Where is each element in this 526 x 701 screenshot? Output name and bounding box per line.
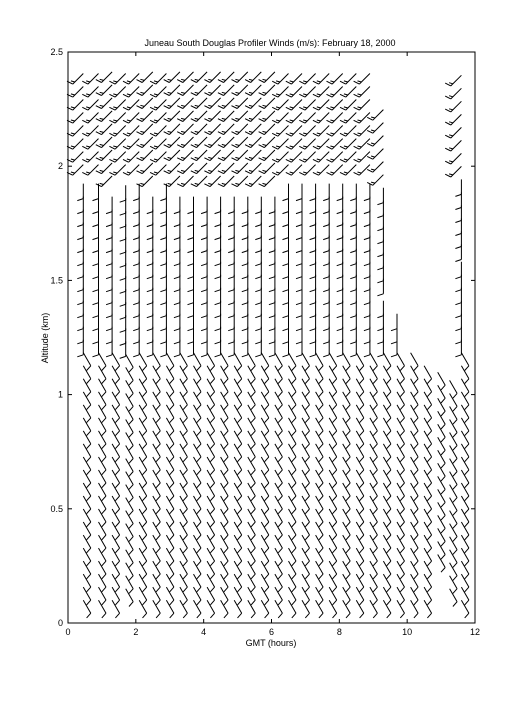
wind-barb <box>93 184 99 201</box>
wind-barb <box>391 314 397 331</box>
wind-barb <box>299 152 315 163</box>
wind-barb <box>204 85 220 96</box>
wind-barb <box>109 74 125 85</box>
wind-barb <box>96 176 112 187</box>
wind-barb <box>397 600 405 618</box>
wind-barb <box>82 139 98 150</box>
wind-barb <box>438 555 446 573</box>
wind-barb <box>232 98 248 109</box>
chart-title: Juneau South Douglas Profiler Winds (m/s): February 18, 2000 <box>144 38 396 48</box>
wind-barb <box>370 600 378 618</box>
wind-barb <box>286 87 302 98</box>
wind-barb <box>177 111 193 122</box>
wind-barb <box>337 184 343 201</box>
wind-barb <box>340 152 356 163</box>
wind-barb <box>232 72 248 83</box>
wind-barb <box>204 176 220 187</box>
wind-barb <box>445 88 461 99</box>
wind-barb <box>340 74 356 85</box>
wind-barb <box>327 100 343 111</box>
wind-barb <box>191 111 207 122</box>
wind-barb <box>367 136 383 147</box>
wind-barb <box>112 600 120 618</box>
wind-barb <box>204 111 220 122</box>
y-tick-label: 0 <box>57 618 63 628</box>
wind-barb <box>367 123 383 134</box>
wind-barb <box>340 87 356 98</box>
wind-barb <box>204 163 220 174</box>
wind-barb <box>153 600 161 618</box>
wind-barb <box>377 301 383 318</box>
wind-barb <box>123 165 139 176</box>
wind-barb <box>123 87 139 98</box>
wind-barb <box>261 600 269 618</box>
wind-barb <box>232 150 248 161</box>
wind-barb <box>204 72 220 83</box>
wind-barb <box>245 124 261 135</box>
wind-barb <box>354 100 370 111</box>
wind-barb <box>191 98 207 109</box>
wind-barb <box>269 197 275 214</box>
wind-barb <box>191 150 207 161</box>
wind-barb <box>177 85 193 96</box>
wind-barb <box>367 149 383 160</box>
wind-barb <box>218 85 234 96</box>
wind-barb <box>289 600 297 618</box>
wind-barb <box>340 113 356 124</box>
x-tick-label: 8 <box>336 627 342 637</box>
wind-barb <box>109 152 125 163</box>
wind-barb <box>67 152 83 163</box>
x-tick-label: 6 <box>268 627 275 637</box>
wind-barb <box>313 139 329 150</box>
plot-area <box>67 52 475 623</box>
wind-barb <box>340 126 356 137</box>
wind-barb <box>177 124 193 135</box>
wind-barb <box>299 165 315 176</box>
wind-barb <box>137 176 153 187</box>
wind-barb <box>204 124 220 135</box>
wind-barb <box>123 113 139 124</box>
wind-barb <box>327 113 343 124</box>
wind-barb <box>272 152 288 163</box>
wind-barb <box>327 74 343 85</box>
wind-barb <box>350 184 356 201</box>
wind-barb <box>272 87 288 98</box>
wind-barb <box>286 100 302 111</box>
wind-barb <box>150 126 166 137</box>
y-tick-label: 2.5 <box>50 47 63 57</box>
wind-barb <box>106 197 112 214</box>
wind-barb <box>67 139 83 150</box>
wind-barb <box>242 197 248 214</box>
wind-barb <box>445 140 461 151</box>
x-axis-label: GMT (hours) <box>245 638 297 648</box>
wind-barb <box>207 600 215 618</box>
wind-barb <box>248 600 256 618</box>
wind-barb <box>201 197 207 214</box>
wind-barb <box>234 600 242 618</box>
wind-barb <box>327 87 343 98</box>
wind-barb <box>67 74 83 85</box>
wind-barb <box>313 74 329 85</box>
wind-barb <box>150 165 166 176</box>
wind-barb <box>329 600 337 618</box>
wind-barb <box>310 184 316 201</box>
wind-barb <box>272 113 288 124</box>
wind-barb <box>461 600 469 618</box>
wind-barb <box>313 113 329 124</box>
wind-barb <box>123 152 139 163</box>
wind-barb <box>445 75 461 86</box>
wind-barb <box>150 87 166 98</box>
wind-barb <box>150 113 166 124</box>
wind-barb <box>340 165 356 176</box>
wind-barb <box>194 600 202 618</box>
wind-barb <box>286 74 302 85</box>
wind-barb <box>82 165 98 176</box>
wind-barb <box>123 139 139 150</box>
wind-barb <box>272 126 288 137</box>
wind-barb <box>245 150 261 161</box>
wind-barb <box>67 100 83 111</box>
wind-barb <box>99 600 107 618</box>
wind-barb <box>67 87 83 98</box>
wind-barb <box>245 137 261 148</box>
wind-barb <box>245 111 261 122</box>
wind-barb <box>177 98 193 109</box>
wind-barb <box>191 85 207 96</box>
wind-barb <box>109 139 125 150</box>
wind-barb <box>123 126 139 137</box>
wind-barb <box>232 124 248 135</box>
wind-barb <box>166 600 174 618</box>
wind-barb <box>343 600 351 618</box>
wind-barb <box>323 184 329 201</box>
wind-barb <box>356 600 364 618</box>
wind-barb <box>367 175 383 186</box>
wind-barb <box>109 87 125 98</box>
wind-barb <box>147 197 153 214</box>
wind-barb <box>286 126 302 137</box>
wind-barb <box>316 600 324 618</box>
wind-barb <box>191 163 207 174</box>
wind-barb <box>313 152 329 163</box>
wind-barb <box>445 153 461 164</box>
wind-barb <box>299 100 315 111</box>
y-tick-label: 1 <box>57 389 63 400</box>
wind-barb <box>296 184 302 201</box>
wind-barb <box>313 165 329 176</box>
wind-barb <box>218 163 234 174</box>
wind-barb <box>215 197 221 214</box>
wind-barb <box>191 176 207 187</box>
x-tick-label: 12 <box>469 627 481 637</box>
wind-barb <box>283 184 289 201</box>
wind-barb <box>228 197 234 214</box>
wind-barb <box>327 139 343 150</box>
wind-barb <box>354 87 370 98</box>
wind-barb <box>411 600 419 618</box>
y-tick-label: 0.5 <box>50 503 63 514</box>
wind-barb <box>82 87 98 98</box>
wind-barb <box>82 74 98 85</box>
wind-barb <box>191 72 207 83</box>
wind-barb <box>204 137 220 148</box>
wind-barb <box>191 137 207 148</box>
wind-barb <box>150 100 166 111</box>
wind-barb <box>272 139 288 150</box>
wind-barb <box>204 98 220 109</box>
wind-barb <box>299 113 315 124</box>
wind-barb <box>67 126 83 137</box>
wind-barb <box>120 185 126 202</box>
wind-barb <box>340 100 356 111</box>
wind-barb <box>245 176 261 187</box>
wind-barb <box>327 165 343 176</box>
wind-barb <box>232 176 248 187</box>
wind-barb <box>445 166 461 177</box>
wind-barb <box>299 87 315 98</box>
wind-barb <box>150 152 166 163</box>
x-tick-label: 10 <box>402 627 413 637</box>
wind-barb <box>82 126 98 137</box>
wind-barb <box>232 111 248 122</box>
wind-barb <box>245 85 261 96</box>
wind-barbs <box>67 72 469 618</box>
wind-barb <box>82 152 98 163</box>
wind-barb <box>180 600 188 618</box>
wind-barb <box>367 162 383 173</box>
wind-barb <box>245 72 261 83</box>
wind-barb <box>139 600 147 618</box>
wind-barb <box>313 100 329 111</box>
wind-barb <box>364 184 370 201</box>
wind-barb <box>150 74 166 85</box>
wind-barb <box>218 137 234 148</box>
y-tick-label: 2 <box>57 161 63 172</box>
wind-barb <box>177 163 193 174</box>
wind-barb <box>218 176 234 187</box>
wind-barb <box>340 139 356 150</box>
wind-barb <box>455 262 461 279</box>
wind-barb <box>218 72 234 83</box>
wind-barb <box>109 126 125 137</box>
x-tick-label: 2 <box>133 627 139 637</box>
wind-barb <box>450 589 458 607</box>
wind-barb <box>286 152 302 163</box>
wind-barb <box>354 74 370 85</box>
x-tick-label: 4 <box>201 627 207 637</box>
wind-barb <box>445 101 461 112</box>
wind-barb <box>232 137 248 148</box>
y-axis-label: Altitude (km) <box>40 312 50 364</box>
wind-barb <box>286 165 302 176</box>
wind-barb <box>377 188 383 205</box>
wind-barb <box>367 110 383 121</box>
wind-barb <box>445 114 461 125</box>
wind-barb <box>383 600 391 618</box>
wind-barb <box>455 179 461 196</box>
wind-barb <box>221 600 229 618</box>
wind-barb <box>327 126 343 137</box>
wind-barb <box>245 98 261 109</box>
wind-barb <box>302 600 310 618</box>
wind-barb <box>218 150 234 161</box>
wind-barb <box>232 163 248 174</box>
wind-barb <box>67 113 83 124</box>
wind-barb <box>313 126 329 137</box>
wind-barb <box>255 197 261 214</box>
wind-barb <box>177 150 193 161</box>
wind-barb <box>109 100 125 111</box>
wind-barb <box>177 137 193 148</box>
wind-barb <box>109 113 125 124</box>
wind-barb <box>109 165 125 176</box>
wind-barb <box>232 85 248 96</box>
wind-barb <box>218 124 234 135</box>
wind-barb <box>299 74 315 85</box>
wind-barb <box>164 176 180 187</box>
wind-barb <box>177 72 193 83</box>
x-tick-label: 0 <box>65 627 71 637</box>
wind-barb <box>445 127 461 138</box>
wind-barb <box>160 184 166 201</box>
wind-barb <box>188 197 194 214</box>
wind-barb <box>275 600 283 618</box>
wind-barb <box>218 111 234 122</box>
y-tick-label: 1.5 <box>50 275 63 286</box>
wind-barb <box>150 139 166 150</box>
wind-barb <box>191 124 207 135</box>
wind-barb <box>272 100 288 111</box>
wind-barb <box>327 152 343 163</box>
wind-barb <box>218 98 234 109</box>
wind-barb <box>245 163 261 174</box>
wind-barb <box>123 74 139 85</box>
wind-barb <box>177 176 193 187</box>
wind-barb <box>82 100 98 111</box>
wind-barb <box>77 184 83 201</box>
wind-barb <box>299 139 315 150</box>
wind-barb <box>424 600 432 618</box>
wind-barb <box>259 176 275 187</box>
wind-barb <box>272 165 288 176</box>
plot-frame <box>68 52 475 623</box>
wind-barb <box>82 113 98 124</box>
wind-barb <box>286 139 302 150</box>
wind-barb <box>123 100 139 111</box>
wind-barb <box>204 150 220 161</box>
wind-barb <box>272 74 288 85</box>
wind-barb <box>126 589 134 607</box>
wind-barb <box>174 197 180 214</box>
wind-barb <box>299 126 315 137</box>
wind-barb <box>133 184 139 201</box>
wind-barb <box>83 600 91 618</box>
wind-barb <box>286 113 302 124</box>
wind-barb <box>313 87 329 98</box>
